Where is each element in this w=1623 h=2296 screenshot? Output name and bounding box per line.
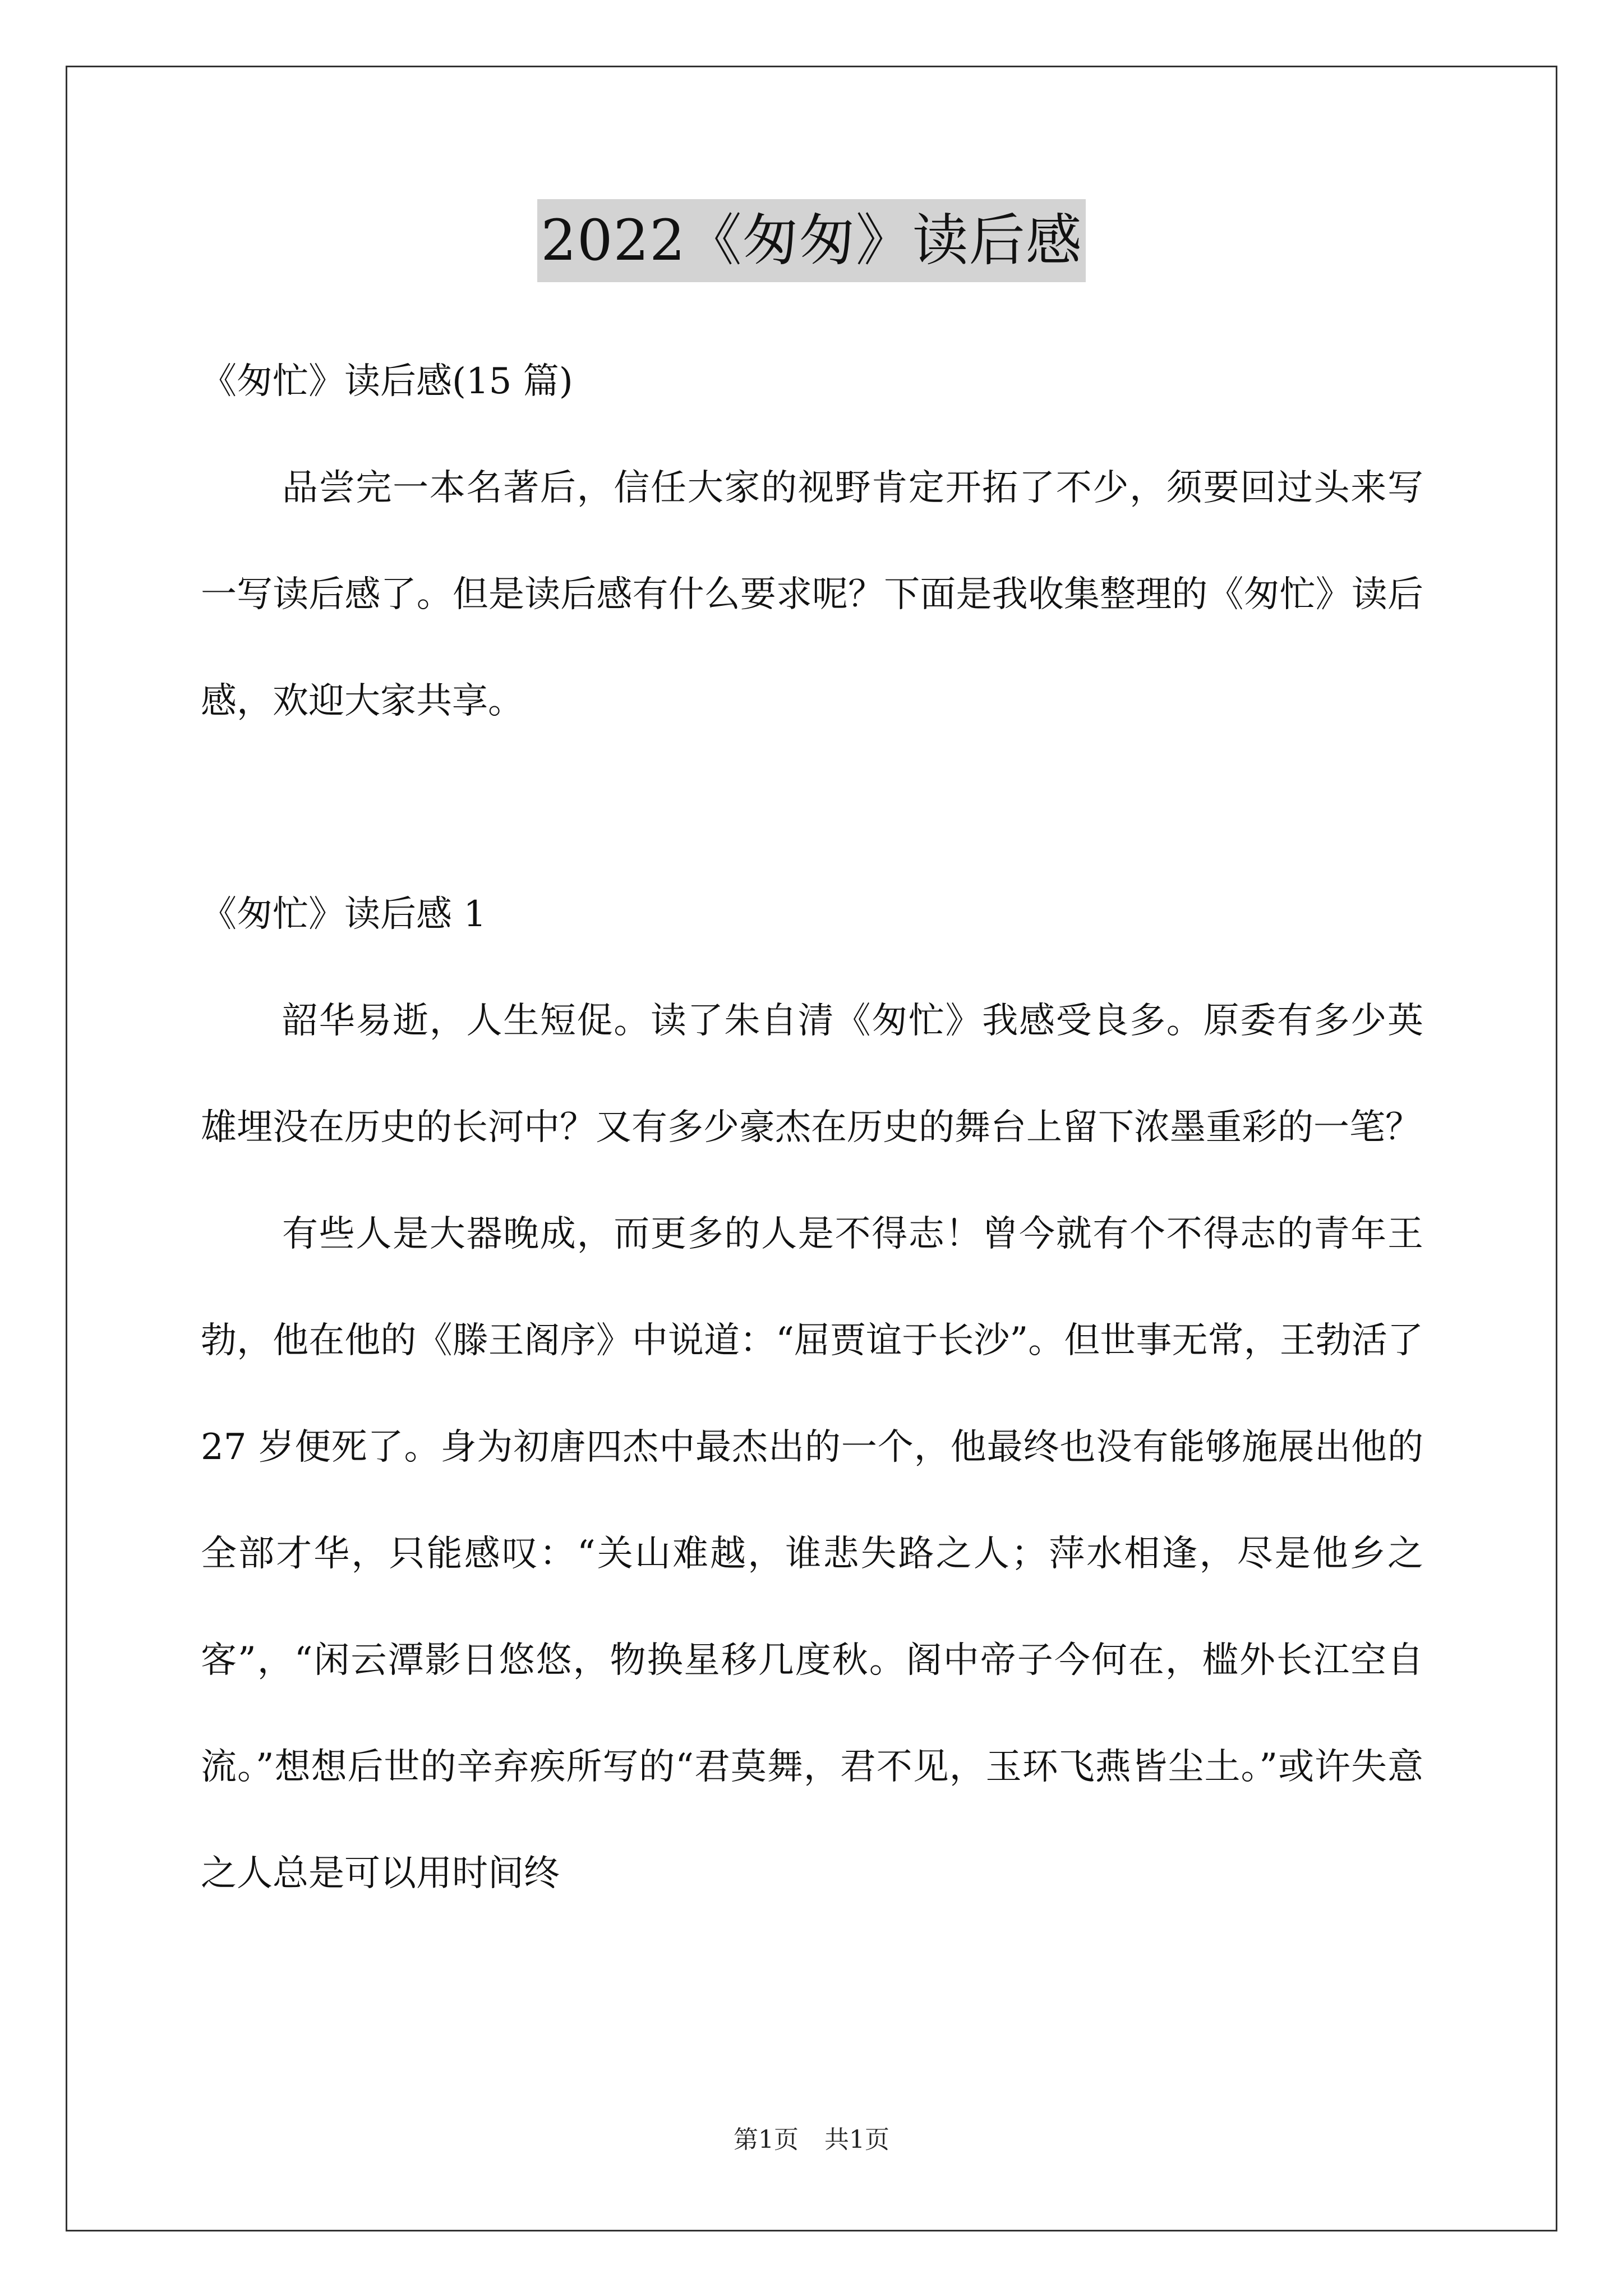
page-footer — [0, 2123, 1623, 2157]
body-paragraph-2: 有些人是大器晚成，而更多的人是不得志！曾今就有个不得志的青年王勃，他在他的《滕王阁序》中说道：“屈贾谊于长沙”。但世事无常，王勃活了 27 岁便死了。身为初唐四杰中最杰出的一个，他最终也没有能够施展出他的全部才华，只能感叹：“关山难越，谁悲失路之人；萍水相逢，尽是他乡之客”，“闲云潭影日悠悠，物换星移几度秋。阁中帝子今何在，槛外长江空自流。”想想后世的辛弃疾所写的“君莫舞，君不见，玉环飞燕皆尘土。”或许失意之人总是可以用时间终 — [201, 1213, 1423, 1894]
section-spacer — [201, 754, 1423, 861]
document-title: 2022《匆匆》读后感 — [537, 199, 1086, 282]
intro-paragraph: 品尝完一本名著后，信任大家的视野肯定开拓了不少，须要回过头来写一写读后感了。但是读后感有什么要求呢？下面是我收集整理的《匆忙》读后感，欢迎大家共享。 — [201, 467, 1423, 722]
body-paragraph-1: 韶华易逝，人生短促。读了朱自清《匆忙》我感受良多。原委有多少英雄埋没在历史的长河中？又有多少豪杰在历史的舞台上留下浓墨重彩的一笔？ — [201, 1000, 1423, 1148]
section-heading: 《匆忙》读后感 1 — [201, 894, 487, 935]
document-subtitle: 《匆忙》读后感(15 篇) — [201, 361, 573, 402]
page-number: 第1页 — [734, 2125, 799, 2154]
title-container — [0, 199, 1623, 282]
document-body — [201, 328, 1423, 1927]
page-total: 共1页 — [824, 2125, 889, 2154]
